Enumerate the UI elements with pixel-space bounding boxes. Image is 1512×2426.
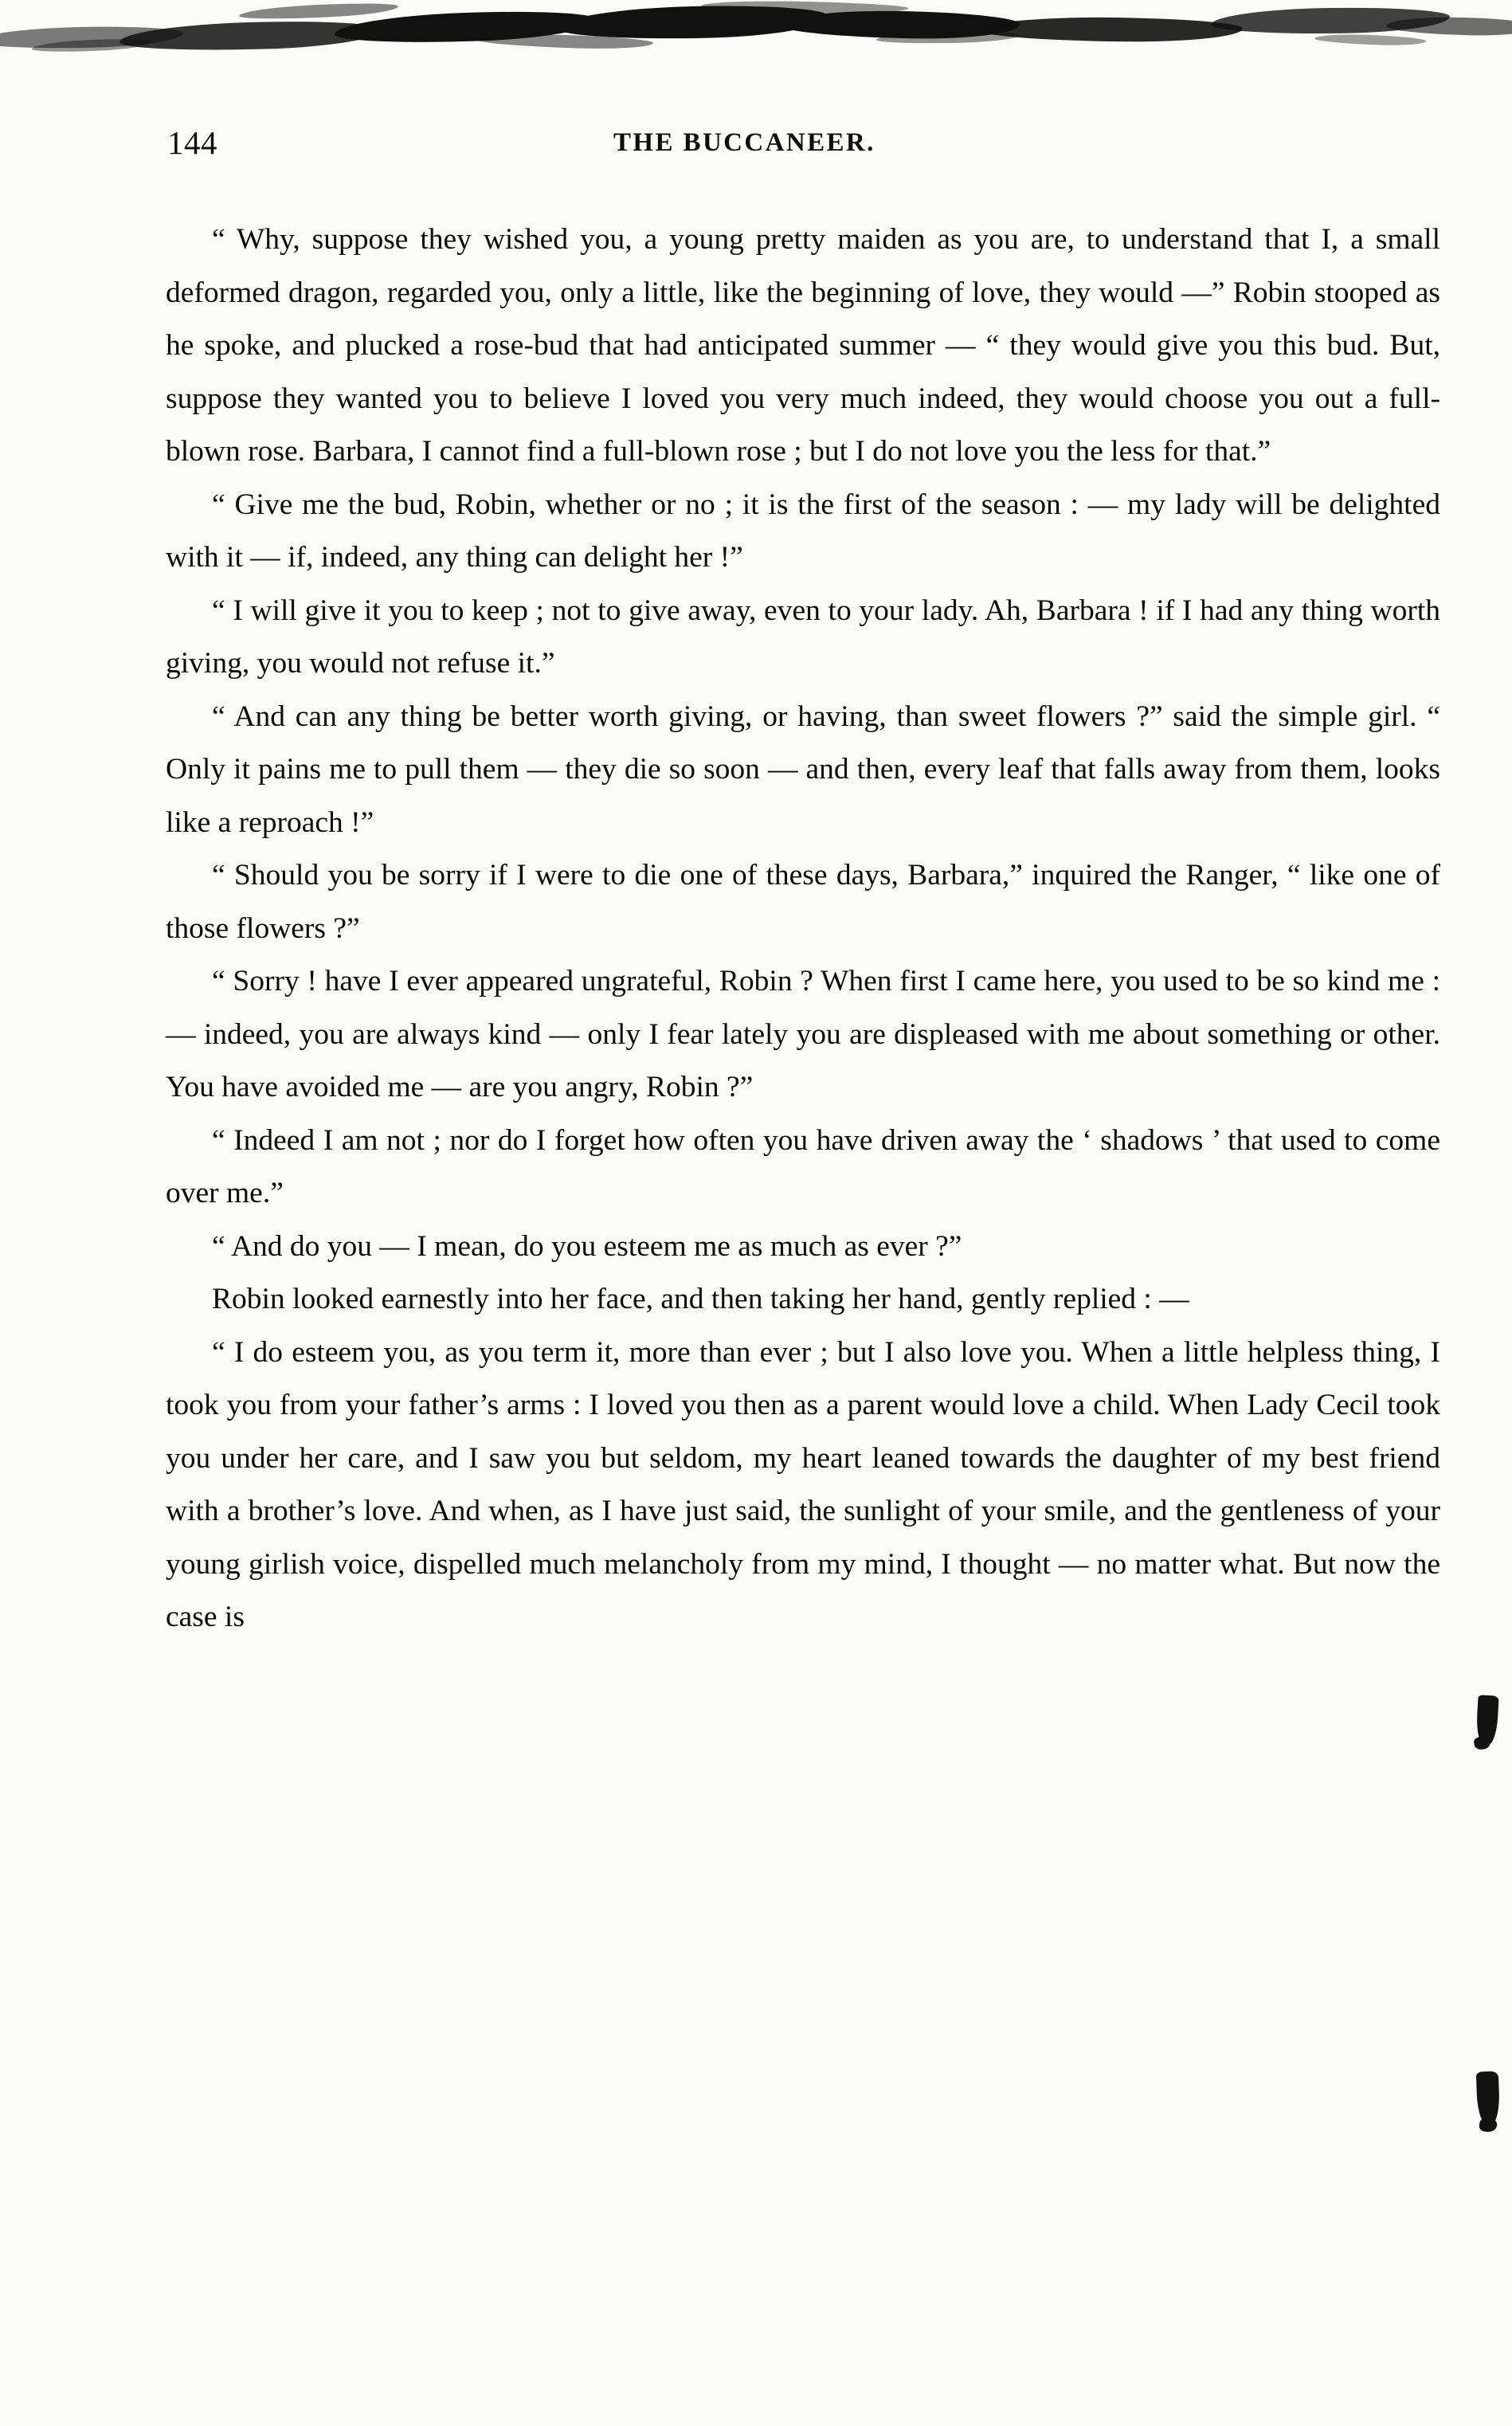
paragraph: “ Indeed I am not ; nor do I forget how often you have driven away the ‘ shadows ’ that used to come over me.” (166, 1123, 1440, 1209)
paragraph: “ Give me the bud, Robin, whether or no ; it is the first of the season : — my lady will be delighted with it — if, indeed, any thing can delight her !” (166, 488, 1440, 574)
paragraph: “ Sorry ! have I ever appeared ungrateful, Robin ? When first I came here, you used to be so kind me : — indeed, you are always kind — only I fear lately you are displeased with me about something or other. You have avoided me — are you angry, Robin ?” (166, 965, 1440, 1103)
page-title: THE BUCCANEER. (613, 128, 875, 157)
paragraph: “ And can any thing be better worth giving, or having, than sweet flowers ?” said the simple girl. “ Only it pains me to pull them — they die so soon — and then, every leaf that falls away from them, looks like a reproach !” (166, 700, 1440, 839)
paragraph: “ Why, suppose they wished you, a young pretty maiden as you are, to understand that I, a small deformed dragon, regarded you, only a little, like the beginning of love, they would —” Robin stooped as he spoke, and plucked a rose-bud that had anticipated summer — “ they would give you this bud. But, suppose they wanted you to believe I loved you very much indeed, they would choose you out a full-blown rose. Barbara, I cannot find a full-blown rose ; but I do not love you the less for that.” (166, 223, 1440, 468)
ink-blot-lower (1476, 2071, 1500, 2126)
paragraph: “ I will give it you to keep ; not to give away, even to your lady. Ah, Barbara ! if I had any thing worth giving, you would not refuse it.” (166, 594, 1440, 680)
ink-blot-upper (1475, 1695, 1498, 1745)
paragraph: “ Should you be sorry if I were to die one of these days, Barbara,” inquired the Ranger, “ like one of those flowers ?” (166, 859, 1440, 945)
paragraph: “ And do you — I mean, do you esteem me as much as ever ?” (212, 1229, 962, 1263)
page-number: 144 (167, 124, 217, 161)
paragraph: “ I do esteem you, as you term it, more than ever ; but I also love you. When a little helpless thing, I took you from your father’s arms : I loved you then as a parent would love a child. When Lady Cecil took you under her care, and I saw you but seldom, my heart leaned towards the daughter of my best friend with a brother’s love. And when, as I have just said, the sunlight of your smile, and the gentleness of your young girlish voice, dispelled much melancholy from my mind, I thought — no matter what. But now the case is (166, 1335, 1440, 1633)
body-text (166, 214, 1440, 1644)
running-head (167, 123, 1442, 165)
paragraph: Robin looked earnestly into her face, and then taking her hand, gently replied : — (212, 1283, 1189, 1315)
scan-edge-artifact (0, 0, 1512, 76)
